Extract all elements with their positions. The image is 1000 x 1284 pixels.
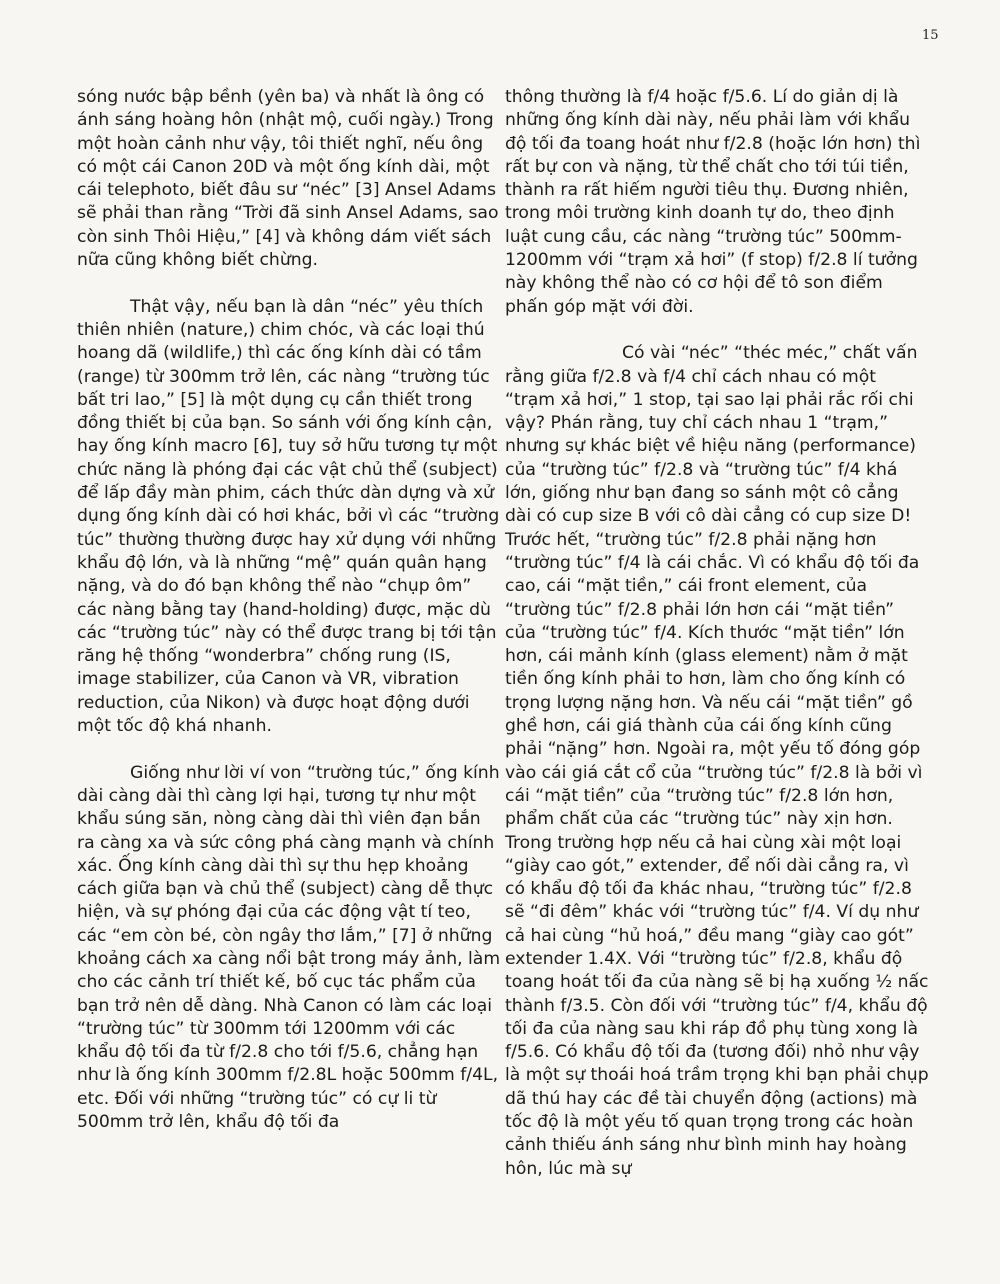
left-paragraph-2: Thật vậy, nếu bạn là dân “néc” yêu thích thiên nhiên (nature,) chim chóc, và các loại thú hoang dã (wildlife,) thì các ống kính dài có tầm (range) từ 300mm trở lên, các nàng “trường túc bất tri lao,” [5] là một dụng cụ cần thiết trong đồng thiết bị của bạn. So sánh với ống kính cận, hay ống kính macro [6], tuy sở hữu tương tự một chức năng là phóng đại các vật chủ thể (subject) để lấp đầy màn phim, cách thức dàn dựng và xử dụng ống kính dài có hơi khác, bởi vì các “trường túc” thường thường được hay xử dụng với những khẩu độ lớn, và là những “mệ” quán quân hạng nặng, và do đó bạn không thể nào “chụp ôm” các nàng bằng tay (hand-holding) được, mặc dù các “trường túc” này có thể được trang bị tới tận răng hệ thống “wonderbra” chống rung (IS, image stabilizer, của Canon và VR, vibration reduction, của Nikon) và được hoạt động dưới một tốc độ khá nhanh. (77, 296, 500, 737)
left-paragraph-3: Giống như lời ví von “trường túc,” ống kính dài càng dài thì càng lợi hại, tương tự như một khẩu súng săn, nòng càng dài thì viên đạn bắn ra càng xa và sức công phá càng mạnh và chính xác. Ống kính càng dài thì sự thu hẹp khoảng cách giữa bạn và chủ thể (subject) càng dễ thực hiện, và sự phóng đại của các động vật tí teo, các “em còn bé, còn ngây thơ lắm,” [7] ở những khoảng cách xa càng nổi bật trong máy ảnh, làm cho các cảnh trí thiết kế, bố cục tác phẩm của bạn trở nên dễ dàng. Nhà Canon có làm các loại “trường túc” từ 300mm tới 1200mm với các khẩu độ tối đa từ f/2.8 cho tới f/5.6, chẳng hạn như là ống kính 300mm f/2.8L hoặc 500mm f/4L, etc. Đối với những “trường túc” có cự li từ 500mm trở lên, khẩu độ tối đa (77, 762, 501, 1133)
left-paragraph-1: sóng nước bập bềnh (yên ba) và nhất là ông có ánh sáng hoàng hôn (nhật mộ, cuối ngày.) Trong một hoàn cảnh như vậy, tôi thiết nghĩ, nếu ông có một cái Canon 20D và một ống kính dài, một cái telephoto, biết đâu sư “néc” [3] Ansel Adams sẽ phải than rằng “Trời đã sinh Ansel Adams, sao còn sinh Thôi Hiệu,” [4] và không dám viết sách nữa cũng không biết chừng. (77, 87, 499, 271)
right-column (505, 86, 930, 1181)
left-column (77, 86, 502, 1134)
right-paragraph-2: Có vài “néc” “théc méc,” chất vấn rằng giữa f/2.8 và f/4 chỉ cách nhau có một “trạm xả hơi,” 1 stop, tại sao lại phải rắc rối chi vậy? Phán rằng, tuy chỉ cách nhau 1 “trạm,” nhưng sự khác biệt về hiệu năng (performance) của “trường túc” f/2.8 và “trường túc” f/4 khá lớn, giống như bạn đang so sánh một cô cẳng dài có cup size B với cô dài cẳng có cup size D! Trước hết, “trường túc” f/2.8 phải nặng hơn “trường túc” f/4 là cái chắc. Vì có khẩu độ tối đa cao, cái “mặt tiền,” cái front element, của “trường túc” f/2.8 phải lớn hơn cái “mặt tiền” của “trường túc” f/4. Kích thước “mặt tiền” lớn hơn, cái mảnh kính (glass element) nằm ở mặt tiền ống kính phải to hơn, làm cho ống kính có trọng lượng nặng hơn. Và nếu cái “mặt tiền” gồ ghề hơn, cái giá thành của cái ống kính cũng phải “nặng” hơn. Ngoài ra, một yếu tố đóng góp vào cái giá cắt cổ của “trường túc” f/2.8 là bởi vì cái “mặt tiền” của “trường túc” f/2.8 lớn hơn, phẩm chất của các “trường túc” này xịn hơn. Trong trường hợp nếu cả hai cùng xài một loại “giày cao gót,” extender, để nối dài cẳng ra, vì có khẩu độ tối đa khác nhau, “trường túc” f/2.8 sẽ “đi đêm” khác với “trường túc” f/4. Ví dụ như cả hai cùng “hủ hoá,” đều mang “giày cao gót” extender 1.4X. Với “trường túc” f/2.8, khẩu độ toang hoát tối đa của nàng sẽ bị hạ xuống ½ nấc thành f/3.5. Còn đối với “trường túc” f/4, khẩu độ tối đa của nàng sau khi ráp đồ phụ tùng xong là f/5.6. Có khẩu độ tối đa (tương đối) nhỏ như vậy là một sự thoái hoá trầm trọng khi bạn phải chụp dã thú hay các đề tài chuyển động (actions) mà tốc độ là một yếu tố quan trọng trong các hoàn cảnh thiếu ánh sáng như bình minh hay hoàng hôn, lúc mà sự (505, 343, 929, 1179)
right-paragraph-1: thông thường là f/4 hoặc f/5.6. Lí do giản dị là những ống kính dài này, nếu phải làm với khẩu độ tối đa toang hoát như f/2.8 (hoặc lớn hơn) thì rất bự con và nặng, từ thể chất cho tới túi tiền, thành ra rất hiếm người tiêu thụ. Đương nhiên, trong môi trường kinh doanh tự do, theo định luật cung cầu, các nàng “trường túc” 500mm-1200mm với “trạm xả hơi” (f stop) f/2.8 lí tưởng này không thể nào có cơ hội để tô son điểm phấn góp mặt với đời. (505, 87, 921, 317)
page-number: 15 (922, 28, 939, 43)
